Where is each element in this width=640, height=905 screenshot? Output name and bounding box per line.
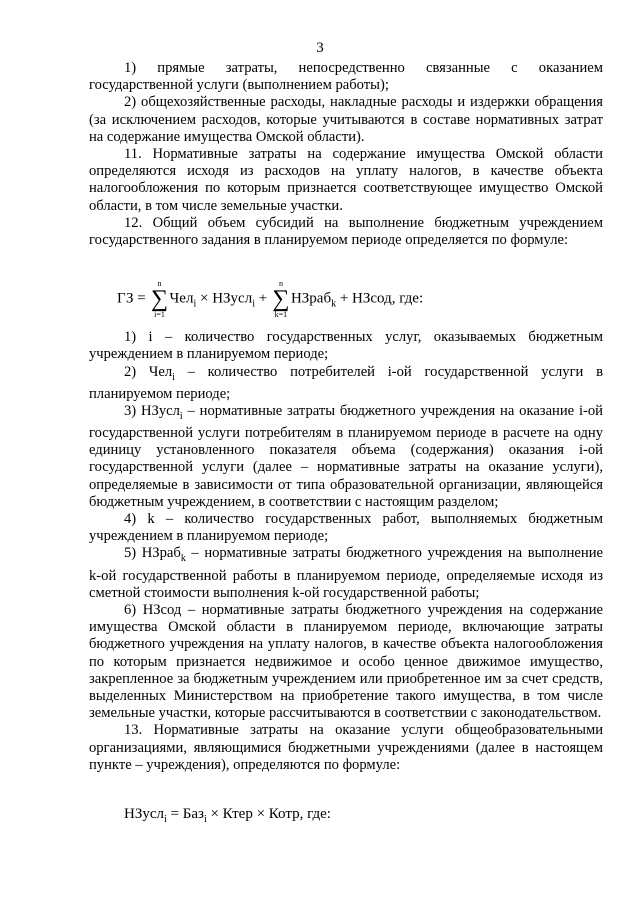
paragraph: 11. Нормативные затраты на содержание имущества Омской области определяются исходя из расходов на уплату налогов, в качестве объекта налогообложения по которым признается соответствующее имущество Омской области, в том числе земельные участки. xyxy=(89,146,603,214)
sum-symbol: n ∑ i=1 xyxy=(150,287,170,311)
sum-lower-limit: i=1 xyxy=(154,310,165,320)
formula-service-cost xyxy=(89,796,603,832)
subscript: k xyxy=(180,553,186,565)
formula-lhs: ГЗ = xyxy=(117,290,146,307)
sum-upper-limit: n xyxy=(157,279,162,289)
formula-subscript: k xyxy=(331,298,337,310)
paragraph: 1) прямые затраты, непосредственно связанные с оказанием государственной услуги (выполнением работы); xyxy=(89,60,603,94)
paragraph: 6) НЗсод – нормативные затраты бюджетного учреждения на содержание имущества Омской области в планируемом периоде, включающие затраты бюджетного учреждения на уплату налогов, в качестве объекта налогообложения по которым признается недвижимое и особо ценное движимое имущество, закрепленное за бюджетным учреждением или приобретенное им за счет средств, выделенных Министерством на приобретение такого имущества, в том числе земельные участки, которые рассчитываются в соответствии с законодательством. xyxy=(89,602,603,722)
sum-symbol: n ∑ k=1 xyxy=(271,287,291,311)
page-number: 3 xyxy=(316,40,324,56)
formula-term: × Ктер × Котр xyxy=(206,806,300,823)
subscript: i xyxy=(179,410,183,422)
paragraph: 13. Нормативные затраты на оказание услуги общеобразовательными организациями, являющимися бюджетными учреждениями (далее в настоящем пункте – учреждения), определяются по формуле: xyxy=(89,722,603,773)
formula-subscript: i xyxy=(203,814,207,826)
formula-term: + НЗсод xyxy=(336,290,392,307)
paragraph: 3) НЗусл$_i$ – нормативные затраты бюджетного учреждения на оказание i-ой государственной услуги потребителям в планируемом периоде в расчете на одну единицу установленного показателя объема (содержания) оказания i-ой государственной услуги (далее – нормативные затраты на оказание услуги), определяемые в зависимости от типа образовательной организации, являющейся бюджетным учреждением, в соответствии с настоящим разделом; xyxy=(89,402,603,510)
document-body xyxy=(89,60,603,832)
formula-term: НЗраб xyxy=(290,290,332,307)
paragraph: 5) НЗраб$_k$ – нормативные затраты бюджетного учреждения на выполнение k-ой государственной работы в планируемом периоде, определяемые исходя из сметной стоимости выполнения k-ой государственной работы; xyxy=(89,545,603,601)
formula-tail: , где: xyxy=(391,290,424,307)
subscript: i xyxy=(172,371,175,383)
formula-lhs: НЗусл xyxy=(124,806,164,823)
formula-term: НЗусл xyxy=(212,290,253,307)
formula-operator: + xyxy=(254,290,271,307)
formula-subsidy-total xyxy=(89,261,603,321)
sum-lower-limit: k=1 xyxy=(274,310,288,320)
paragraph: 4) k – количество государственных работ, выполняемых бюджетным учреждением в планируемом периоде; xyxy=(89,511,603,545)
sum-upper-limit: n xyxy=(278,279,283,289)
paragraph: 1) i – количество государственных услуг, оказываемых бюджетным учреждением в планируемом периоде; xyxy=(89,329,603,363)
paragraph: 2) общехозяйственные расходы, накладные расходы и издержки обращения (за исключением расходов, которые учитываются в составе нормативных затрат на содержание имущества Омской области). xyxy=(89,94,603,145)
formula-term: = Баз xyxy=(166,806,204,823)
paragraph: 12. Общий объем субсидий на выполнение бюджетным учреждением государственного задания в планируемом периоде определяется по формуле: xyxy=(89,214,603,249)
formula-term: Чел xyxy=(169,290,194,307)
paragraph: 2) Чел$_i$ – количество потребителей i-ой государственной услуги в планируемом периоде; xyxy=(89,363,603,402)
formula-subscript: i xyxy=(164,814,167,826)
formula-operator: × xyxy=(196,290,213,307)
formula-subscript: i xyxy=(252,298,255,310)
formula-subscript: i xyxy=(193,298,197,310)
formula-tail: , где: xyxy=(299,806,331,823)
